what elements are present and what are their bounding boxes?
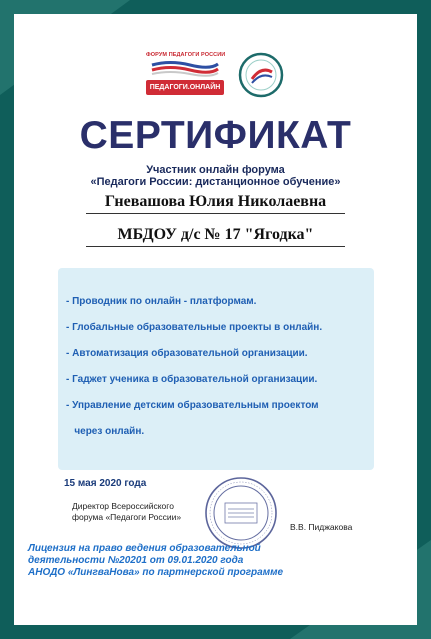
topic-item: через онлайн. — [66, 426, 145, 437]
forum-logo-caption: ФОРУМ ПЕДАГОГИ РОССИИ — [146, 52, 226, 58]
forum-badge: ПЕДАГОГИ.ОНЛАЙН — [146, 80, 224, 95]
flag-ribbon-icon — [150, 60, 220, 78]
official-seal-stamp — [203, 475, 279, 551]
topics-panel — [58, 268, 374, 470]
topic-item: - Проводник по онлайн - платформам. — [66, 296, 257, 307]
topic-item: - Гаджет ученика в образовательной организации. — [66, 374, 318, 385]
topic-item: - Управление детским образовательным проектом — [66, 400, 319, 411]
teachers-union-logo — [238, 52, 284, 98]
license-line-1: Лицензия на право ведения образовательной — [28, 543, 261, 554]
topic-item: - Автоматизация образовательной организации. — [66, 348, 308, 359]
license-info — [28, 543, 283, 579]
subtitle-line-1: Участник онлайн форума — [146, 164, 285, 176]
name-underline — [86, 213, 345, 214]
certificate-subtitle — [0, 164, 431, 188]
director-line-2: форума «Педагоги России» — [72, 512, 182, 522]
certificate-title: СЕРТИФИКАТ — [79, 114, 352, 157]
subtitle-line-2: «Педагоги России: дистанционное обучение» — [90, 176, 341, 188]
license-line-3: АНОДО «ЛингваНова» по партнерской программе — [28, 567, 284, 578]
license-line-2: деятельности №20201 от 09.01.2020 года — [28, 555, 244, 566]
director-title — [72, 501, 181, 523]
recipient-name: Гневашова Юлия Николаевна — [104, 193, 327, 210]
topic-item: - Глобальные образовательные проекты в онлайн. — [66, 322, 323, 333]
issue-date: 15 мая 2020 года — [64, 478, 147, 489]
director-line-1: Директор Всероссийского — [72, 501, 174, 511]
recipient-organization: МБДОУ д/с № 17 "Ягодка" — [117, 226, 314, 243]
signer-name: В.В. Пиджакова — [290, 522, 353, 532]
logo-area — [146, 52, 296, 100]
forum-logo — [146, 52, 224, 98]
organization-underline — [86, 246, 345, 247]
